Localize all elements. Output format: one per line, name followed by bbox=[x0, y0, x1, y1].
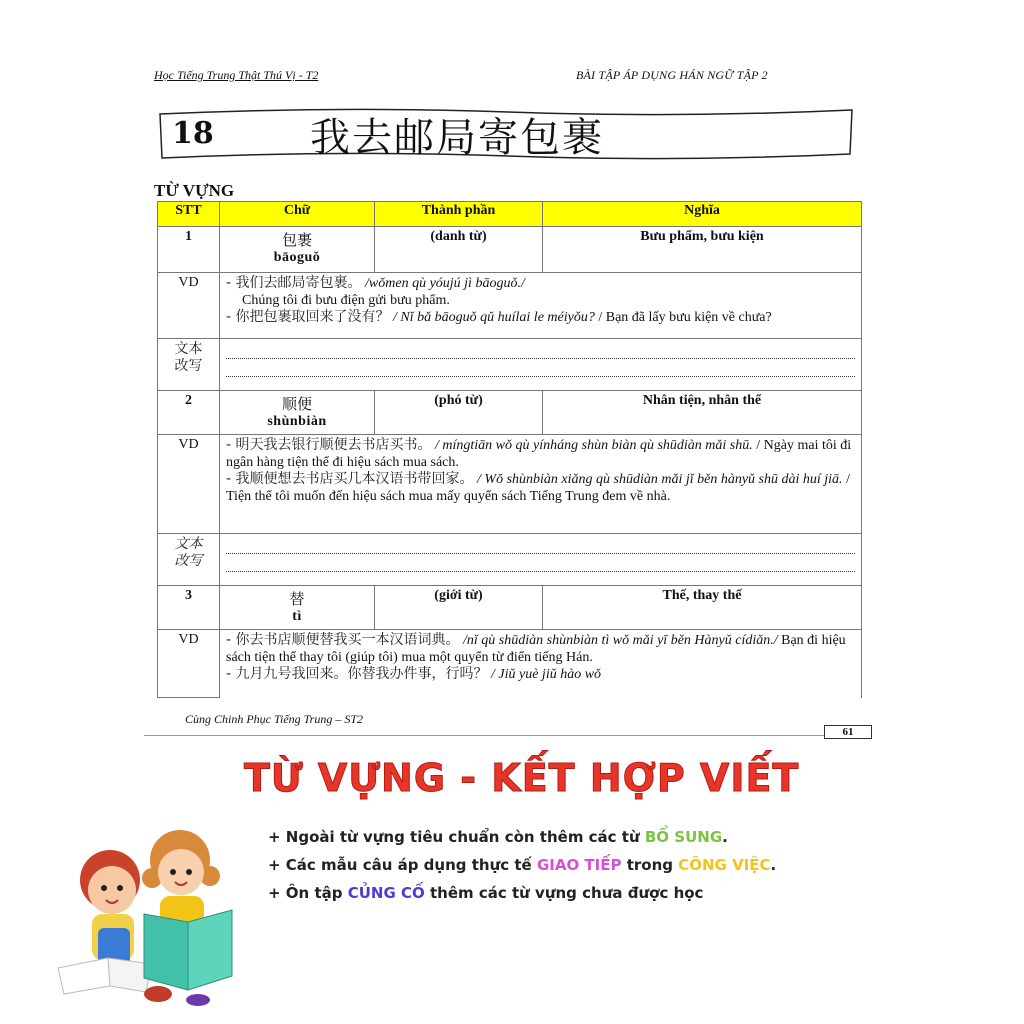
col-header-thanh-phan: Thành phần bbox=[375, 202, 543, 227]
col-header-stt: STT bbox=[158, 202, 220, 227]
example-vi: / Bạn đã lấy bưu kiện về chưa? bbox=[598, 310, 772, 325]
children-reading-illustration bbox=[48, 818, 248, 1008]
entry-word bbox=[220, 586, 375, 630]
footer-divider bbox=[144, 735, 824, 736]
page-number: 61 bbox=[824, 725, 872, 739]
example-vi: / Ngày mai tôi đi ngân hàng tiện thể đi hiệu sách mua sách. bbox=[226, 438, 852, 470]
table-row bbox=[158, 586, 862, 630]
example-cell bbox=[220, 273, 862, 339]
entry-word bbox=[220, 227, 375, 273]
example-pinyin: /nǐ qù shūdiàn shùnbiàn tì wǒ mǎi yī běn Hànyǔ cídiǎn./ bbox=[463, 633, 778, 648]
entry-pos: (danh từ) bbox=[375, 227, 543, 273]
lesson-number: 18 bbox=[172, 116, 214, 151]
section-title: TỪ VỰNG bbox=[154, 181, 235, 200]
promo-text: + Các mẫu câu áp dụng thực tế bbox=[268, 856, 537, 874]
entry-pos: (phó từ) bbox=[375, 391, 543, 435]
col-header-nghia: Nghĩa bbox=[543, 202, 862, 227]
entry-stt: 1 bbox=[158, 227, 220, 273]
example-pinyin: /wǒmen qù yóujú jì bāoguǒ./ bbox=[365, 276, 525, 291]
entry-hanzi: 包裹 bbox=[281, 231, 312, 249]
table-row bbox=[158, 339, 862, 391]
entry-meaning: Bưu phẩm, bưu kiện bbox=[543, 227, 862, 273]
example-pinyin: / míngtiān wǒ qù yínháng shùn biàn qù shūdiàn mǎi shū. bbox=[435, 438, 753, 453]
vd-label: VD bbox=[158, 273, 220, 339]
example-vi: Chúng tôi đi bưu điện gửi bưu phẩm. bbox=[242, 293, 450, 308]
example-pinyin: / Wǒ shùnbiàn xiǎng qù shūdiàn mǎi jǐ běn hànyǔ shū dài huí jiā. bbox=[477, 472, 843, 487]
example-zh: - 明天我去银行顺便去书店买书。 bbox=[226, 437, 432, 453]
promo-highlight: CỦNG CỐ bbox=[347, 884, 425, 902]
entry-meaning: Nhân tiện, nhân thể bbox=[543, 391, 862, 435]
rewrite-area[interactable] bbox=[220, 534, 862, 586]
entry-pinyin: tì bbox=[292, 609, 302, 624]
rewrite-label-line: 改写 bbox=[174, 553, 203, 569]
entry-meaning: Thế, thay thế bbox=[543, 586, 862, 630]
table-header-row bbox=[158, 202, 862, 227]
promo-highlight: GIAO TIẾP bbox=[536, 856, 622, 874]
promo-text: + Ôn tập bbox=[268, 884, 348, 902]
entry-stt: 2 bbox=[158, 391, 220, 435]
example-vi: / Tiện thể tôi muốn đến hiệu sách mua mấy quyển sách Tiếng Trung đem về nhà. bbox=[226, 472, 850, 504]
promo-text: . bbox=[770, 856, 777, 874]
example-pinyin: / Jiǔ yuè jiǔ hào wǒ bbox=[491, 667, 602, 682]
rewrite-label-line: 文本 bbox=[174, 536, 203, 552]
running-footer: Cùng Chinh Phục Tiếng Trung – ST2 bbox=[185, 712, 364, 726]
entry-hanzi: 替 bbox=[289, 590, 305, 608]
promo-text: + Ngoài từ vựng tiêu chuẩn còn thêm các từ bbox=[268, 828, 645, 846]
promo-text: trong bbox=[621, 856, 679, 874]
example-pinyin: / Nǐ bǎ bāoguǒ qǔ huílai le méiyǒu? bbox=[393, 310, 595, 325]
entry-hanzi: 顺便 bbox=[281, 395, 312, 413]
example-cell bbox=[220, 630, 862, 698]
example-zh: - 我顺便想去书店买几本汉语书带回家。 bbox=[226, 471, 474, 487]
entry-stt: 3 bbox=[158, 586, 220, 630]
table-row bbox=[158, 227, 862, 273]
vd-label: VD bbox=[158, 630, 220, 698]
rewrite-label-line: 文本 bbox=[174, 341, 203, 357]
promo-text: . bbox=[722, 828, 728, 846]
vd-label: VD bbox=[158, 435, 220, 534]
girl-book bbox=[144, 914, 188, 990]
entry-word bbox=[220, 391, 375, 435]
example-zh: - 你去书店顺便替我买一本汉语词典。 bbox=[226, 632, 460, 648]
entry-pinyin: shùnbiàn bbox=[267, 414, 327, 429]
example-cell bbox=[220, 435, 862, 534]
example-vi: Bạn đi hiệu sách tiện thể thay tôi (giúp tôi) mua một quyển từ điển tiếng Hán. bbox=[226, 633, 846, 665]
running-header-left: Học Tiếng Trung Thật Thú Vị - T2 bbox=[154, 68, 319, 82]
vocab-table bbox=[157, 201, 862, 698]
boy-book bbox=[58, 958, 110, 994]
entry-pinyin: bāoguǒ bbox=[273, 250, 321, 265]
girl-face bbox=[158, 849, 204, 895]
rewrite-label-line: 改写 bbox=[174, 358, 203, 374]
col-header-chu: Chữ bbox=[220, 202, 375, 227]
table-row bbox=[158, 534, 862, 586]
lesson-title: 我去邮局寄包裹 bbox=[310, 115, 604, 161]
boy-face bbox=[88, 866, 136, 914]
promo-line-3 bbox=[268, 884, 703, 902]
rewrite-area[interactable] bbox=[220, 339, 862, 391]
table-row bbox=[158, 435, 862, 534]
rewrite-label bbox=[158, 339, 220, 391]
promo-highlight: CÔNG VIỆC bbox=[678, 856, 771, 874]
promo-highlight: BỔ SUNG bbox=[644, 828, 723, 846]
entry-pos: (giới từ) bbox=[375, 586, 543, 630]
example-zh: - 你把包裹取回来了没有？ bbox=[226, 309, 390, 325]
table-row bbox=[158, 273, 862, 339]
promo-line-1 bbox=[268, 828, 728, 846]
promo-line-2 bbox=[268, 856, 776, 874]
table-row bbox=[158, 391, 862, 435]
rewrite-label bbox=[158, 534, 220, 586]
table-row bbox=[158, 630, 862, 698]
example-zh: - 我们去邮局寄包裹。 bbox=[226, 275, 362, 291]
promo-title: TỪ VỰNG - KẾT HỢP VIẾT bbox=[244, 756, 800, 800]
example-zh: - 九月九号我回来。你替我办件事，行吗？ bbox=[226, 666, 488, 682]
running-header-right: BÀI TẬP ÁP DỤNG HÁN NGỮ TẬP 2 bbox=[576, 68, 768, 82]
promo-text: thêm các từ vựng chưa được học bbox=[424, 884, 704, 902]
